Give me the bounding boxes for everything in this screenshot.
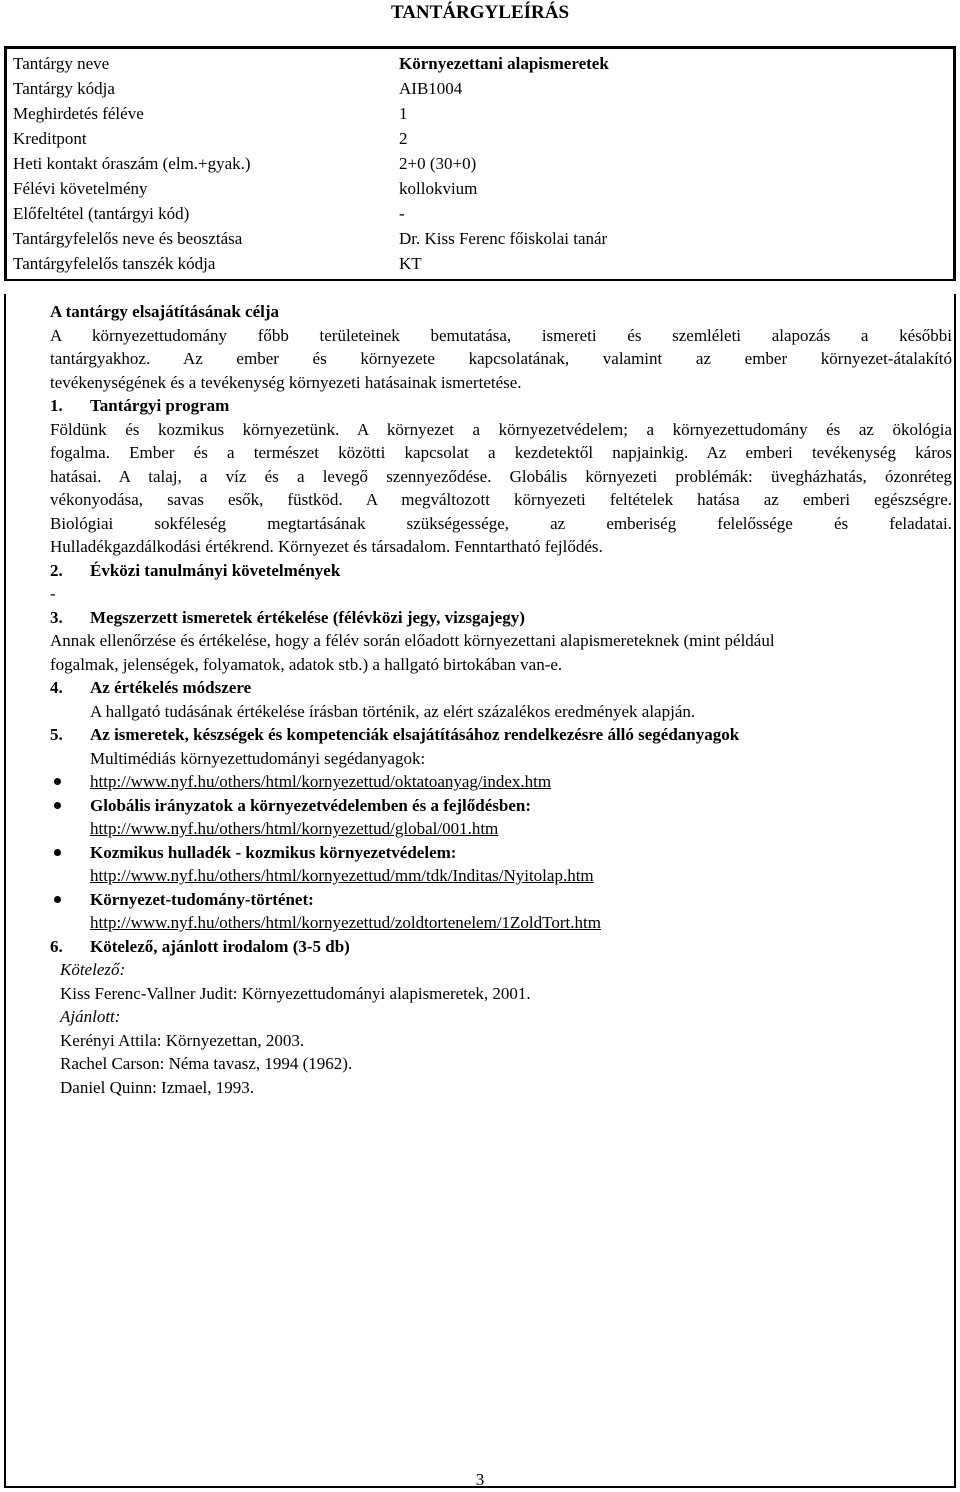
recommended-label: Ajánlott: [60, 1007, 121, 1026]
resource-item: Globális irányzatok a környezetvédelemben és a fejlődésben: [50, 794, 952, 818]
program-line: Földünk és kozmikus környezetünk. A környezet a környezetvédelem; a környezettudomány és az ökológia [50, 419, 952, 439]
info-label: Heti kontakt óraszám (elm.+gyak.) [13, 154, 251, 173]
program-line: fogalma. Ember és a természet közötti kapcsolat a kezdetektől napjainkig. Az emberi tevékenység káros [50, 443, 952, 462]
page-number: 3 [475, 1470, 485, 1489]
resource-link-line [50, 864, 952, 888]
section-number: 5. [50, 725, 63, 744]
section-5-heading [50, 723, 952, 747]
section-1-heading [50, 394, 952, 418]
section-title: Az ismeretek, készségek és kompetenciák elsajátításához rendelkezésre álló segédanyagok [90, 725, 740, 744]
info-row-prerequisite [13, 201, 953, 226]
aim-line: A környezettudomány főbb területeinek bemutatása, ismereti és szemléleti alapozás a későbbi [50, 325, 952, 345]
section-number: 3. [50, 607, 63, 627]
info-value: 2 [399, 129, 408, 148]
section-3-line: fogalmak, jelenségek, folyamatok, adatok stb.) a hallgató birtokában van-e. [50, 654, 563, 674]
resource-link[interactable]: http://www.nyf.hu/others/html/kornyezettud/mm/tdk/Inditas/Nyitolap.htm [90, 866, 594, 885]
resource-link[interactable]: http://www.nyf.hu/others/html/kornyezettud/oktatoanyag/index.htm [90, 772, 552, 791]
section-title: Az értékelés módszere [90, 678, 252, 697]
info-label: Félévi követelmény [13, 179, 148, 198]
info-row-name [13, 51, 953, 76]
info-row-department [13, 251, 953, 276]
info-label: Meghirdetés féléve [13, 104, 144, 123]
section-title: Évközi tanulmányi követelmények [90, 560, 341, 580]
document-title: TANTÁRGYLEÍRÁS [390, 2, 570, 23]
program-line: Biológiai sokféleség megtartásának szükségessége, az emberiség felelőssége és feladatai. [50, 513, 952, 533]
info-value: AIB1004 [399, 79, 463, 98]
section-4-heading [50, 676, 952, 700]
info-value: 2+0 (30+0) [399, 154, 477, 173]
info-value: kollokvium [399, 179, 478, 198]
resource-item [50, 770, 952, 794]
resource-link[interactable]: http://www.nyf.hu/others/html/kornyezettud/global/001.htm [90, 819, 499, 838]
info-row-credit [13, 126, 953, 151]
aim-line: tevékenységének és a tevékenység környezeti hatásainak ismertetése. [50, 372, 522, 392]
info-label: Előfeltétel (tantárgyi kód) [13, 204, 190, 223]
info-row-responsible [13, 226, 953, 251]
aim-heading: A tantárgy elsajátításának célja [50, 302, 280, 321]
section-number: 6. [50, 936, 63, 956]
program-line: hatásai. A talaj, a víz és a levegő szennyeződése. Globális környezeti problémák: üvegházhatás, ózonréteg [50, 466, 952, 486]
section-5-intro: Multimédiás környezettudományi segédanyagok: [90, 748, 426, 768]
resource-item: Kozmikus hulladék - kozmikus környezetvédelem: [50, 841, 952, 865]
info-label: Tantárgy kódja [13, 79, 115, 98]
section-number: 1. [50, 396, 63, 415]
section-number: 4. [50, 678, 63, 697]
section-4-body: A hallgató tudásának értékelése írásban történik, az elért százalékos eredmények alapján. [90, 701, 696, 721]
program-line: Hulladékgazdálkodási értékrend. Környezet és társadalom. Fenntartható fejlődés. [50, 537, 603, 556]
info-value: Környezettani alapismeretek [399, 54, 609, 73]
info-label: Tantárgyfelelős neve és beosztása [13, 229, 243, 248]
recommended-reference: Daniel Quinn: Izmael, 1993. [60, 1077, 255, 1097]
info-row-hours [13, 151, 953, 176]
info-label: Tantárgy neve [13, 54, 110, 73]
info-label: Tantárgyfelelős tanszék kódja [13, 254, 216, 273]
required-reference: Kiss Ferenc-Vallner Judit: Környezettudományi alapismeretek, 2001. [60, 983, 531, 1003]
resource-link-line [50, 817, 952, 841]
info-value: KT [399, 254, 422, 273]
resource-link[interactable]: http://www.nyf.hu/others/html/kornyezettud/zoldtortenelem/1ZoldTort.htm [90, 913, 601, 932]
info-row-code [13, 76, 953, 101]
section-3-heading [50, 606, 952, 630]
section-title: Megszerzett ismeretek értékelése (félévközi jegy, vizsgajegy) [90, 607, 525, 627]
resource-item: Környezet-tudomány-történet: [50, 888, 952, 912]
resource-link-line [50, 911, 952, 935]
aim-line: tantárgyakhoz. Az ember és környezete kapcsolatának, valamint az ember környezet-átalakító [50, 349, 952, 368]
info-label: Kreditpont [13, 129, 87, 148]
info-row-semester [13, 101, 953, 126]
course-info-table [4, 46, 956, 281]
section-2-heading [50, 559, 952, 583]
info-value: - [399, 204, 405, 223]
section-title: Tantárgyi program [90, 396, 230, 415]
info-value: Dr. Kiss Ferenc főiskolai tanár [399, 229, 608, 248]
description-content [50, 300, 952, 1099]
section-3-line: Annak ellenőrzése és értékelése, hogy a félév során előadott környezettani alapismereteknek (mint például [50, 631, 775, 650]
recommended-reference: Kerényi Attila: Környezettan, 2003. [60, 1030, 305, 1050]
info-value: 1 [399, 104, 408, 123]
required-label: Kötelező: [60, 960, 126, 979]
program-line: vékonyodása, savas esők, füstköd. A megváltozott környezeti feltételek hatása az emberi egészségre. [50, 490, 952, 509]
section-number: 2. [50, 560, 63, 580]
recommended-reference: Rachel Carson: Néma tavasz, 1994 (1962). [60, 1054, 353, 1073]
section-title: Kötelező, ajánlott irodalom (3-5 db) [90, 936, 350, 956]
info-row-requirement [13, 176, 953, 201]
section-6-heading [50, 935, 952, 959]
section-2-body: - [50, 584, 56, 603]
